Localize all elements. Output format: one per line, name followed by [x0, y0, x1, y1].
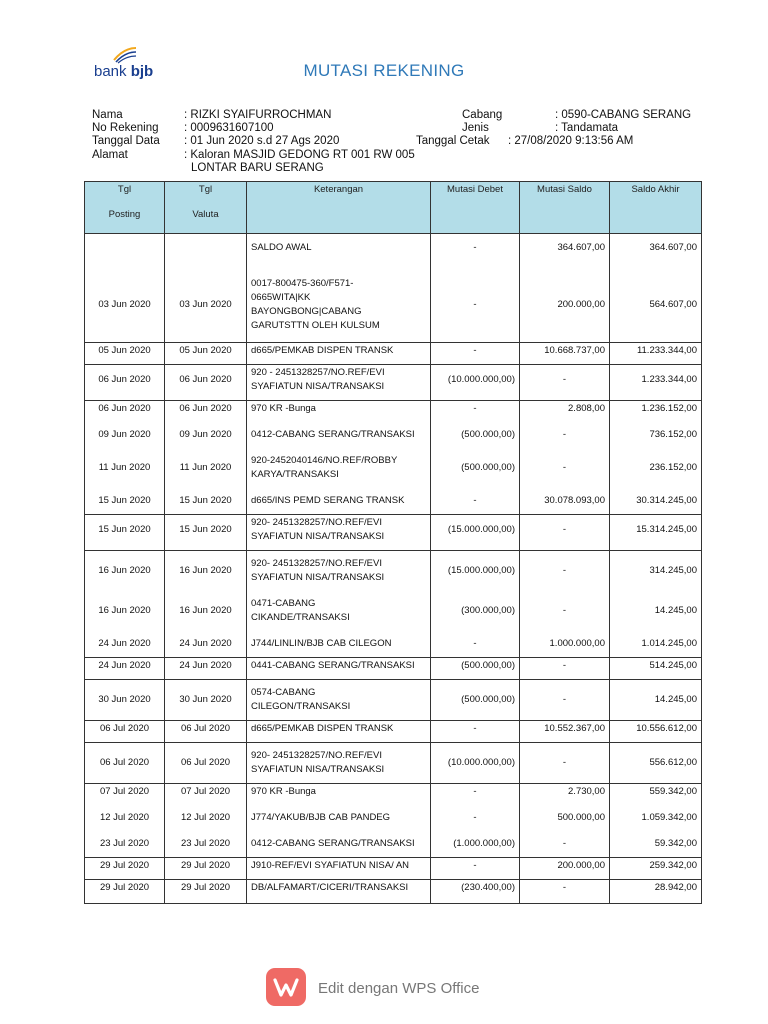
cell-keterangan: J744/LINLIN/BJB CAB CILEGON	[247, 631, 431, 658]
cell-saldo-akhir: 314.245,00	[610, 551, 702, 592]
cell-tgl-valuta	[165, 234, 247, 267]
cell-mutasi-saldo: -	[520, 658, 610, 680]
cell-saldo-akhir: 1.236.152,00	[610, 401, 702, 423]
cell-keterangan: d665/PEMKAB DISPEN TRANSK	[247, 721, 431, 743]
cell-saldo-akhir: 364.607,00	[610, 234, 702, 267]
cell-tgl-posting: 06 Jun 2020	[85, 401, 165, 423]
cell-keterangan: DB/ALFAMART/CICERI/TRANSAKSI	[247, 880, 431, 904]
table-row	[85, 515, 702, 551]
cell-mutasi-debet: -	[431, 488, 520, 515]
cell-tgl-posting: 07 Jul 2020	[85, 784, 165, 806]
cell-tgl-valuta: 16 Jun 2020	[165, 551, 247, 592]
table-row	[85, 591, 702, 631]
cell-mutasi-debet: (230.400,00)	[431, 880, 520, 904]
cell-tgl-posting: 06 Jun 2020	[85, 365, 165, 401]
cell-tgl-valuta: 06 Jun 2020	[165, 401, 247, 423]
nama-label: Nama	[92, 109, 123, 121]
cell-tgl-valuta: 23 Jul 2020	[165, 831, 247, 858]
table-row	[85, 658, 702, 680]
cabang-value: : 0590-CABANG SERANG	[555, 109, 692, 121]
cell-saldo-akhir: 11.233.344,00	[610, 343, 702, 365]
cell-saldo-akhir: 59.342,00	[610, 831, 702, 858]
cell-tgl-posting: 16 Jun 2020	[85, 551, 165, 592]
wps-edit-label: Edit dengan WPS Office	[318, 980, 480, 997]
cell-mutasi-saldo: -	[520, 551, 610, 592]
cell-tgl-posting: 24 Jun 2020	[85, 631, 165, 658]
cell-tgl-posting: 12 Jul 2020	[85, 805, 165, 831]
cell-saldo-akhir: 1.059.342,00	[610, 805, 702, 831]
table-row	[85, 743, 702, 784]
cell-tgl-valuta: 30 Jun 2020	[165, 680, 247, 721]
cell-tgl-posting: 15 Jun 2020	[85, 488, 165, 515]
cell-tgl-posting: 30 Jun 2020	[85, 680, 165, 721]
cell-tgl-posting: 11 Jun 2020	[85, 448, 165, 488]
nama-value: : RIZKI SYAIFURROCHMAN	[184, 109, 332, 121]
cell-saldo-akhir: 28.942,00	[610, 880, 702, 904]
cell-tgl-valuta: 06 Jun 2020	[165, 365, 247, 401]
cell-tgl-valuta: 06 Jul 2020	[165, 743, 247, 784]
cell-tgl-valuta: 24 Jun 2020	[165, 658, 247, 680]
table-row	[85, 880, 702, 904]
cell-keterangan: 920- 2451328257/NO.REF/EVI SYAFIATUN NISA/TRANSAKSI	[247, 551, 431, 592]
cell-keterangan: 920 - 2451328257/NO.REF/EVI SYAFIATUN NISA/TRANSAKSI	[247, 365, 431, 401]
cell-mutasi-debet: (500.000,00)	[431, 422, 520, 448]
header-tgl-posting: Tgl Posting	[85, 182, 165, 234]
cell-tgl-valuta: 03 Jun 2020	[165, 266, 247, 343]
cell-mutasi-debet: (15.000.000,00)	[431, 515, 520, 551]
header-saldo-akhir: Saldo Akhir	[610, 182, 702, 234]
cell-mutasi-saldo: -	[520, 743, 610, 784]
cell-tgl-posting: 06 Jul 2020	[85, 721, 165, 743]
cell-mutasi-saldo: 10.552.367,00	[520, 721, 610, 743]
table-row	[85, 631, 702, 658]
cell-mutasi-saldo: 2.730,00	[520, 784, 610, 806]
table-row	[85, 721, 702, 743]
cell-mutasi-debet: (1.000.000,00)	[431, 831, 520, 858]
cell-keterangan: 970 KR -Bunga	[247, 784, 431, 806]
cell-mutasi-saldo: 364.607,00	[520, 234, 610, 267]
tanggal-cetak-label: Tanggal Cetak	[416, 135, 490, 147]
cell-saldo-akhir: 259.342,00	[610, 858, 702, 880]
cell-mutasi-debet: -	[431, 721, 520, 743]
table-header-row	[85, 182, 702, 234]
no-rekening-label: No Rekening	[92, 122, 159, 134]
cell-mutasi-debet: (300.000,00)	[431, 591, 520, 631]
cabang-label: Cabang	[462, 109, 503, 121]
cell-mutasi-debet: -	[431, 343, 520, 365]
cell-mutasi-saldo: 30.078.093,00	[520, 488, 610, 515]
cell-tgl-posting: 06 Jul 2020	[85, 743, 165, 784]
cell-tgl-valuta: 05 Jun 2020	[165, 343, 247, 365]
cell-tgl-valuta: 16 Jun 2020	[165, 591, 247, 631]
cell-tgl-valuta: 11 Jun 2020	[165, 448, 247, 488]
cell-saldo-akhir: 14.245,00	[610, 680, 702, 721]
cell-tgl-valuta: 07 Jul 2020	[165, 784, 247, 806]
cell-mutasi-debet: -	[431, 401, 520, 423]
cell-keterangan: 920- 2451328257/NO.REF/EVI SYAFIATUN NISA/TRANSAKSI	[247, 743, 431, 784]
cell-tgl-valuta: 15 Jun 2020	[165, 488, 247, 515]
cell-tgl-posting: 15 Jun 2020	[85, 515, 165, 551]
no-rekening-value: : 0009631607100	[184, 122, 274, 134]
cell-tgl-valuta: 12 Jul 2020	[165, 805, 247, 831]
cell-mutasi-debet: -	[431, 805, 520, 831]
cell-keterangan: d665/PEMKAB DISPEN TRANSK	[247, 343, 431, 365]
header-keterangan: Keterangan	[247, 182, 431, 234]
cell-mutasi-saldo: 200.000,00	[520, 266, 610, 343]
cell-keterangan: d665/INS PEMD SERANG TRANSK	[247, 488, 431, 515]
tanggal-data-label: Tanggal Data	[92, 135, 160, 147]
cell-keterangan: 0412-CABANG SERANG/TRANSAKSI	[247, 422, 431, 448]
table-row	[85, 266, 702, 343]
cell-tgl-posting: 09 Jun 2020	[85, 422, 165, 448]
table-row	[85, 680, 702, 721]
logo-prefix: bank	[94, 63, 127, 80]
cell-tgl-posting: 03 Jun 2020	[85, 266, 165, 343]
cell-tgl-posting: 23 Jul 2020	[85, 831, 165, 858]
cell-saldo-akhir: 15.314.245,00	[610, 515, 702, 551]
table-body	[85, 234, 702, 904]
cell-mutasi-saldo: -	[520, 831, 610, 858]
cell-mutasi-saldo: -	[520, 680, 610, 721]
table-row	[85, 551, 702, 592]
cell-mutasi-debet: -	[431, 631, 520, 658]
cell-keterangan: 0441-CABANG SERANG/TRANSAKSI	[247, 658, 431, 680]
cell-tgl-posting: 29 Jul 2020	[85, 858, 165, 880]
cell-mutasi-debet: (15.000.000,00)	[431, 551, 520, 592]
cell-mutasi-debet: (500.000,00)	[431, 680, 520, 721]
cell-mutasi-saldo: -	[520, 422, 610, 448]
table-row	[85, 401, 702, 423]
header-mutasi-saldo: Mutasi Saldo	[520, 182, 610, 234]
table-row	[85, 805, 702, 831]
cell-saldo-akhir: 1.014.245,00	[610, 631, 702, 658]
mutasi-table	[84, 181, 702, 904]
cell-saldo-akhir: 236.152,00	[610, 448, 702, 488]
cell-saldo-akhir: 559.342,00	[610, 784, 702, 806]
jenis-label: Jenis	[462, 122, 489, 134]
wps-office-icon	[266, 968, 306, 1006]
cell-keterangan: J774/YAKUB/BJB CAB PANDEG	[247, 805, 431, 831]
cell-mutasi-saldo: -	[520, 880, 610, 904]
cell-mutasi-debet: -	[431, 858, 520, 880]
cell-mutasi-saldo: -	[520, 365, 610, 401]
cell-mutasi-debet: (10.000.000,00)	[431, 743, 520, 784]
cell-saldo-akhir: 10.556.612,00	[610, 721, 702, 743]
tanggal-cetak-value: : 27/08/2020 9:13:56 AM	[508, 135, 634, 147]
cell-mutasi-saldo: 2.808,00	[520, 401, 610, 423]
table-row	[85, 784, 702, 806]
table-row	[85, 343, 702, 365]
cell-keterangan: SALDO AWAL	[247, 234, 431, 267]
cell-saldo-akhir: 564.607,00	[610, 266, 702, 343]
alamat-label: Alamat	[92, 149, 128, 161]
cell-mutasi-saldo: 10.668.737,00	[520, 343, 610, 365]
cell-keterangan: 0471-CABANG CIKANDE/TRANSAKSI	[247, 591, 431, 631]
cell-mutasi-debet: (500.000,00)	[431, 658, 520, 680]
logo-name: bjb	[130, 63, 154, 80]
cell-tgl-posting: 29 Jul 2020	[85, 880, 165, 904]
table-row	[85, 234, 702, 267]
document-title: MUTASI REKENING	[303, 61, 465, 80]
cell-tgl-posting	[85, 234, 165, 267]
table-row	[85, 422, 702, 448]
cell-keterangan: 0017-800475-360/F571- 0665WITA|KK BAYONGBONG|CABANG GARUTSTTN OLEH KULSUM	[247, 266, 431, 343]
cell-keterangan: 920-2452040146/NO.REF/ROBBY KARYA/TRANSAKSI	[247, 448, 431, 488]
cell-keterangan: 0574-CABANG CILEGON/TRANSAKSI	[247, 680, 431, 721]
cell-keterangan: 0412-CABANG SERANG/TRANSAKSI	[247, 831, 431, 858]
cell-saldo-akhir: 736.152,00	[610, 422, 702, 448]
cell-mutasi-debet: -	[431, 784, 520, 806]
cell-mutasi-debet: (500.000,00)	[431, 448, 520, 488]
cell-mutasi-saldo: -	[520, 515, 610, 551]
alamat-value: : Kaloran MASJID GEDONG RT 001 RW 005	[184, 149, 415, 161]
cell-saldo-akhir: 14.245,00	[610, 591, 702, 631]
cell-mutasi-debet: -	[431, 234, 520, 267]
cell-tgl-valuta: 06 Jul 2020	[165, 721, 247, 743]
cell-tgl-posting: 05 Jun 2020	[85, 343, 165, 365]
cell-tgl-valuta: 29 Jul 2020	[165, 880, 247, 904]
cell-saldo-akhir: 1.233.344,00	[610, 365, 702, 401]
cell-mutasi-debet: (10.000.000,00)	[431, 365, 520, 401]
table-row	[85, 365, 702, 401]
cell-tgl-valuta: 15 Jun 2020	[165, 515, 247, 551]
cell-keterangan: 920- 2451328257/NO.REF/EVI SYAFIATUN NISA/TRANSAKSI	[247, 515, 431, 551]
cell-mutasi-debet: -	[431, 266, 520, 343]
header-mutasi-debet: Mutasi Debet	[431, 182, 520, 234]
header-tgl-valuta: Tgl Valuta	[165, 182, 247, 234]
cell-saldo-akhir: 30.314.245,00	[610, 488, 702, 515]
cell-tgl-valuta: 24 Jun 2020	[165, 631, 247, 658]
cell-mutasi-saldo: 500.000,00	[520, 805, 610, 831]
cell-tgl-valuta: 29 Jul 2020	[165, 858, 247, 880]
cell-mutasi-saldo: -	[520, 591, 610, 631]
cell-keterangan: J910-REF/EVI SYAFIATUN NISA/ AN	[247, 858, 431, 880]
cell-mutasi-saldo: -	[520, 448, 610, 488]
table-row	[85, 858, 702, 880]
cell-tgl-posting: 16 Jun 2020	[85, 591, 165, 631]
cell-tgl-posting: 24 Jun 2020	[85, 658, 165, 680]
cell-tgl-valuta: 09 Jun 2020	[165, 422, 247, 448]
cell-saldo-akhir: 556.612,00	[610, 743, 702, 784]
cell-keterangan: 970 KR -Bunga	[247, 401, 431, 423]
table-row	[85, 448, 702, 488]
cell-mutasi-saldo: 1.000.000,00	[520, 631, 610, 658]
cell-mutasi-saldo: 200.000,00	[520, 858, 610, 880]
alamat-value-line2: LONTAR BARU SERANG	[191, 162, 324, 174]
tanggal-data-value: : 01 Jun 2020 s.d 27 Ags 2020	[184, 135, 340, 147]
jenis-value: : Tandamata	[555, 122, 619, 134]
cell-saldo-akhir: 514.245,00	[610, 658, 702, 680]
table-row	[85, 831, 702, 858]
table-row	[85, 488, 702, 515]
